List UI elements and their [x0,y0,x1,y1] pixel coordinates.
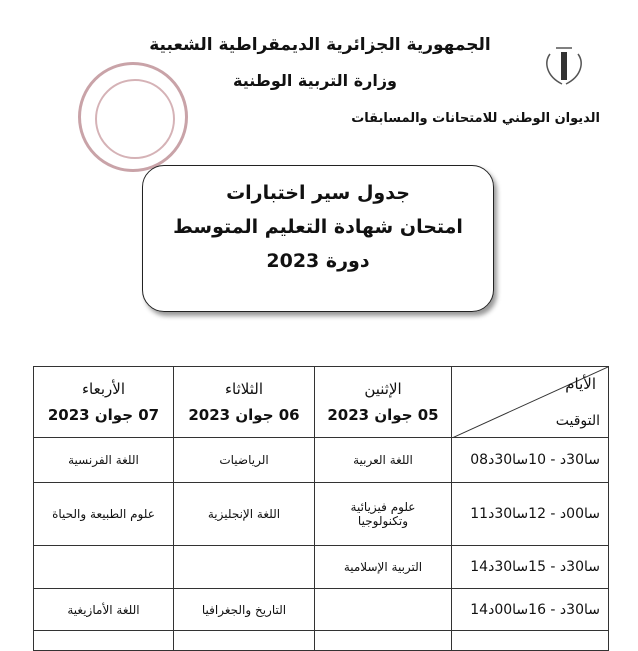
subject-cell: الرياضيات [174,438,315,483]
table-row [34,483,609,546]
subject-cell: اللغة الفرنسية [34,438,174,483]
corner-days-label: الأيام [565,375,596,393]
day-header: الثلاثاء 06 جوان 2023 [174,367,315,438]
title-line-3: دورة 2023 [266,250,370,272]
time-cell: 08سا30د - 10سا30د [452,438,609,483]
day-header: الإثنين 05 جوان 2023 [315,367,452,438]
subject-cell: التربية الإسلامية [315,546,452,589]
republic-heading: الجمهورية الجزائرية الديمقراطية الشعبية [149,35,491,55]
subject-cell: علوم فيزيائية وتكنولوجيا [315,483,452,546]
subject-cell: اللغة الأمازيغية [34,589,174,631]
subject-cell [174,546,315,589]
subject-cell [34,546,174,589]
table-row [34,546,609,589]
title-box [142,165,494,312]
subject-cell: اللغة الإنجليزية [174,483,315,546]
ministry-logo-icon [542,42,586,88]
time-cell: 11سا00د - 12سا30د [452,483,609,546]
table-row-partial [34,631,609,651]
table-row [34,438,609,483]
corner-time-label: التوقيت [555,413,600,429]
table-row [34,589,609,631]
subject-cell: التاريخ والجغرافيا [174,589,315,631]
subject-cell: اللغة العربية [315,438,452,483]
time-cell: 14سا30د - 15سا30د [452,546,609,589]
office-heading: الديوان الوطني للامتحانات والمسابقات [351,111,600,126]
official-stamp [78,62,188,172]
exam-schedule-table [33,366,609,651]
subject-cell [315,589,452,631]
table-header-row [34,367,609,438]
day-header: الأربعاء 07 جوان 2023 [34,367,174,438]
time-cell: 14سا30د - 16سا00د [452,589,609,631]
corner-cell [452,367,609,438]
title-line-2: امتحان شهادة التعليم المتوسط [173,216,463,238]
ministry-heading: وزارة التربية الوطنية [232,71,397,90]
title-line-1: جدول سير اختبارات [226,182,410,204]
subject-cell: علوم الطبيعة والحياة [34,483,174,546]
